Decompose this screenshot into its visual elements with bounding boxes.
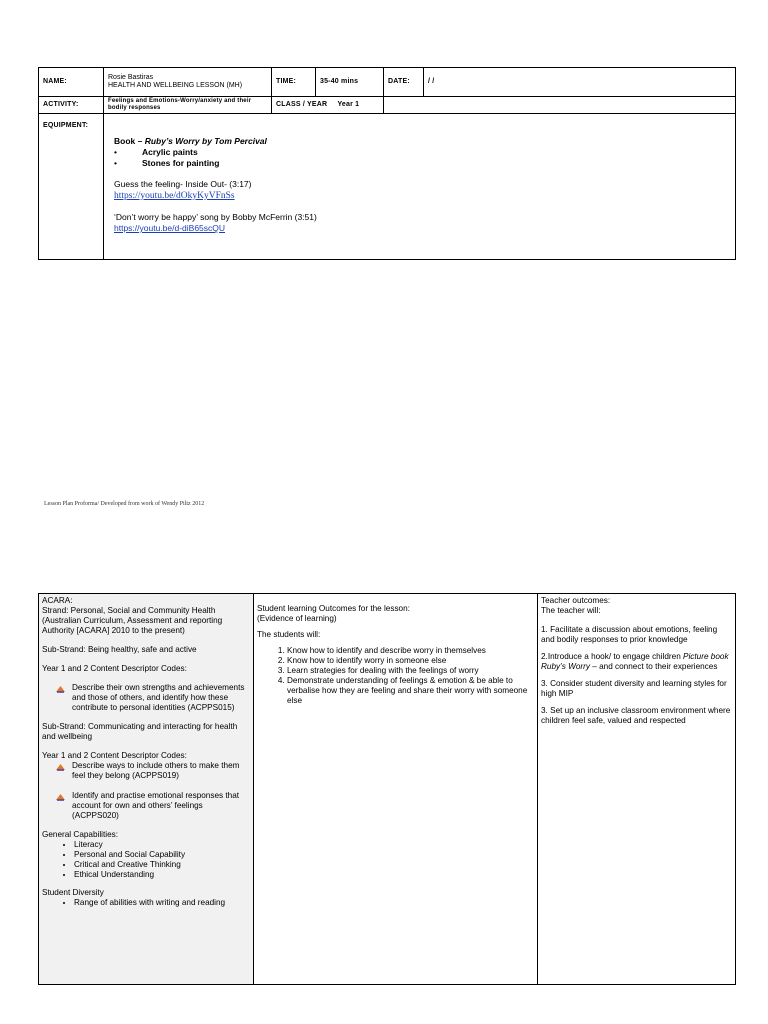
capabilities-list — [42, 840, 250, 880]
video1-link[interactable]: https://youtu.be/dOkyKyVFnSs — [114, 191, 235, 201]
date-label: DATE: — [384, 68, 424, 97]
list-item: Identify and practise emotional responses that account for own and others’ feelings (ACPPS020) — [56, 791, 250, 821]
teacher-item-3: 3. Consider student diversity and learning styles for high MIP — [541, 679, 727, 698]
book-prefix: Book – — [114, 136, 145, 146]
equipment-list — [114, 147, 725, 169]
list-item: 2. Know how to identify worry in someone else — [287, 656, 534, 666]
codes-list-2 — [42, 761, 250, 821]
lesson-outcomes-table — [38, 593, 736, 985]
list-item: • Range of abilities with writing and reading — [74, 898, 250, 908]
strand-text: Strand: Personal, Social and Community Health (Australian Curriculum, Assessment and reporting Authority [ACARA] 2010 to the present) — [42, 606, 223, 635]
student-outcomes-lead: The students will: — [257, 630, 321, 639]
time-label: TIME: — [272, 68, 316, 97]
student-outcomes-subheading: (Evidence of learning) — [257, 614, 337, 623]
list-item: 3. Learn strategies for dealing with the feelings of worry — [287, 666, 534, 676]
empty-cell — [384, 97, 736, 114]
list-item: 4. Demonstrate understanding of feelings & emotion & be able to verbalise how they are feeling and share their worry with someone else — [287, 676, 534, 706]
book-title: Ruby’s Worry by Tom Percival — [144, 136, 267, 146]
lesson-title: HEALTH AND WELLBEING LESSON (MH) — [108, 82, 243, 89]
diversity-list — [42, 898, 250, 908]
teacher-outcomes-lead: The teacher will: — [541, 606, 601, 615]
list-item: 1. Know how to identify and describe worry in themselves — [287, 646, 534, 656]
teacher-item-2: 2.Introduce a hook/ to engage children Picture book Ruby’s Worry – and connect to their experiences — [541, 652, 729, 671]
list-item: • Ethical Understanding — [74, 870, 250, 880]
diversity-heading: Student Diversity — [42, 888, 104, 897]
capabilities-heading: General Capabilities: — [42, 830, 119, 839]
name-value: Rosie Bastiras — [108, 74, 154, 81]
codes-list-1 — [42, 683, 250, 713]
list-item: • Literacy — [74, 840, 250, 850]
activity-value: Feelings and Emotions-Worry/anxiety and their bodily responses — [104, 97, 272, 114]
lesson-header-table — [38, 67, 736, 260]
name-label: NAME: — [39, 68, 104, 97]
time-value: 35-40 mins — [316, 68, 384, 97]
student-outcomes-column — [254, 594, 538, 985]
substrand-2: Sub-Strand: Communicating and interacting for health and wellbeing — [42, 722, 238, 741]
class-label: CLASS / YEAR — [276, 101, 328, 108]
list-item: • Critical and Creative Thinking — [74, 860, 250, 870]
bullet-arrow-icon — [56, 684, 65, 693]
video2-link[interactable]: https://youtu.be/d-diB65scQU — [114, 223, 226, 233]
student-outcomes-heading: Student learning Outcomes for the lesson: — [257, 604, 410, 613]
bullet-arrow-icon — [56, 762, 65, 771]
class-cell — [272, 97, 384, 114]
equipment-label: EQUIPMENT: — [39, 114, 104, 260]
video1-text: Guess the feeling- Inside Out- (3:17) — [114, 179, 252, 189]
equipment-item: • Acrylic paints — [114, 147, 725, 158]
curriculum-column — [39, 594, 254, 985]
list-item: • Personal and Social Capability — [74, 850, 250, 860]
codes-heading-2: Year 1 and 2 Content Descriptor Codes: — [42, 751, 187, 760]
book-line — [114, 136, 725, 147]
bullet-arrow-icon — [56, 792, 65, 801]
video2-text: ‘Don’t worry be happy’ song by Bobby McFerrin (3:51) — [114, 212, 317, 222]
class-value: Year 1 — [337, 101, 360, 108]
activity-label: ACTIVITY: — [39, 97, 104, 114]
footer-note: Lesson Plan Proforma/ Developed from work of Wendy Piltz 2012 — [44, 501, 205, 507]
list-item: Describe ways to include others to make them feel they belong (ACPPS019) — [56, 761, 250, 781]
codes-heading-1: Year 1 and 2 Content Descriptor Codes: — [42, 664, 187, 673]
teacher-outcomes-heading: Teacher outcomes: — [541, 596, 611, 605]
teacher-item-4: 3. Set up an inclusive classroom environment where children feel safe, valued and respected — [541, 706, 731, 725]
teacher-item-1: 1. Facilitate a discussion about emotions, feeling and bodily responses to prior knowledge — [541, 625, 718, 644]
list-item: Describe their own strengths and achievements and those of others, and identify how these contribute to personal identities (ACPPS015) — [56, 683, 250, 713]
equipment-item: • Stones for painting — [114, 158, 725, 169]
substrand-1: Sub-Strand: Being healthy, safe and active — [42, 645, 197, 654]
teacher-outcomes-column — [538, 594, 736, 985]
name-cell — [104, 68, 272, 97]
acara-label: ACARA: — [42, 596, 73, 605]
equipment-cell — [104, 114, 736, 260]
student-outcomes-list — [257, 646, 534, 706]
date-value: / / — [424, 68, 736, 97]
